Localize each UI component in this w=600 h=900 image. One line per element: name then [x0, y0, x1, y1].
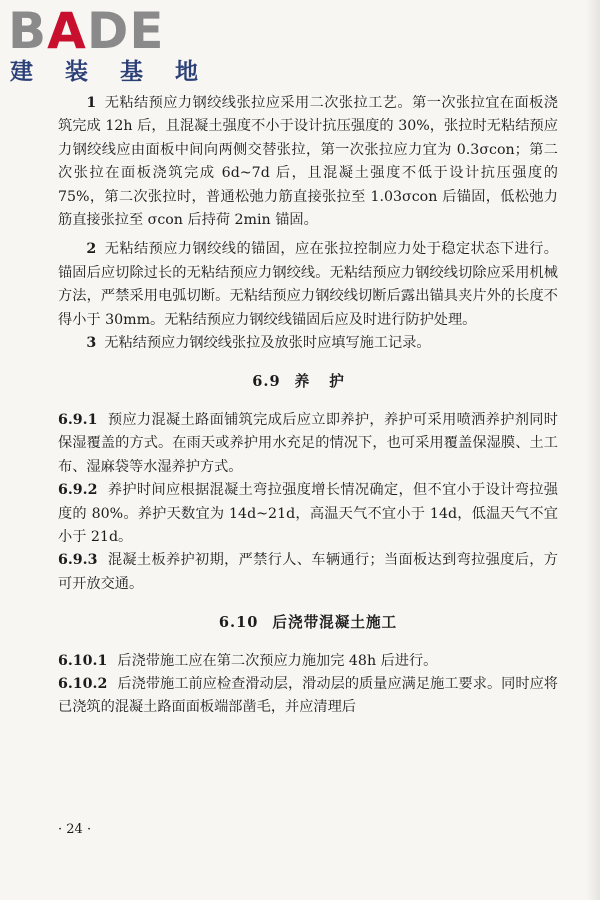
logo-chinese-text: 建 装 基 地: [10, 59, 211, 85]
clause-6-10-2: 6.10.2 后浇带施工前应检查滑动层，滑动层的质量应满足施工要求。同时应将已浇筑的混凝土路面面板端部凿毛，并应清理后: [58, 675, 558, 716]
watermark-logo: [8, 2, 211, 88]
clause-6-9-1: 6.9.1 预应力混凝土路面铺筑完成后应立即养护，养护可采用喷洒养护剂同时保湿覆盖的方式。在雨天或养护用水充足的情况下，也可采用覆盖保湿膜、土工布、湿麻袋等水湿养护方式。: [58, 411, 558, 475]
document-body: [58, 92, 558, 720]
section-heading-6-10: 6.10 后浇带混凝土施工: [218, 614, 398, 632]
page-number: · 24 ·: [58, 822, 92, 837]
list-item: 3 无粘结预应力钢绞线张拉及放张时应填写施工记录。: [86, 335, 431, 352]
clause-6-9-2: 6.9.2 养护时间应根据混凝土弯拉强度增长情况确定，但不宜小于设计弯拉强度的 80%。养护天数宜为 14d~21d，高温天气不宜小于 14d，低温天气不宜小于 21d。: [58, 482, 558, 545]
clause-6-10-1: 6.10.1 后浇带施工应在第二次预应力施加完 48h 后进行。: [58, 652, 438, 669]
page-edge-shadow: [586, 0, 600, 900]
clause-6-9-3: 6.9.3 混凝土板养护初期，严禁行人、车辆通行；当面板达到弯拉强度后，方可开放交通。: [58, 552, 558, 592]
list-item: 2 无粘结预应力钢绞线的锚固，应在张拉控制应力处于稳定状态下进行。锚固后应切除过长的无粘结预应力钢绞线。无粘结预应力钢绞线切除应采用机械方法，严禁采用电弧切断。无粘结预应力钢绞线切断后露出锚具夹片外的长度不得小于 30mm。无粘结预应力钢绞线锚固后应及时进行防护处理。: [58, 241, 558, 328]
logo-wordmark: BADE: [8, 2, 165, 60]
section-heading-6-9: 6.9 养护: [252, 373, 364, 391]
list-item: 1 无粘结预应力钢绞线张拉应采用二次张拉工艺。第一次张拉宜在面板浇筑完成 12h 后，且混凝土强度不小于设计抗压强度的 30%，张拉时无粘结预应力钢绞线应由面板中间向两侧交替张拉，第一次张拉应力宜为 0.3σcon；第二次张拉在面板浇筑完成 6d~7d 后，且混凝土强度不低于设计抗压强度的 75%，第二次张拉时，普通松弛力筋直接张拉至 1.03σcon 后锚固，低松弛力筋直接张拉至 σcon 后持荷 2min 锚固。: [58, 95, 558, 229]
